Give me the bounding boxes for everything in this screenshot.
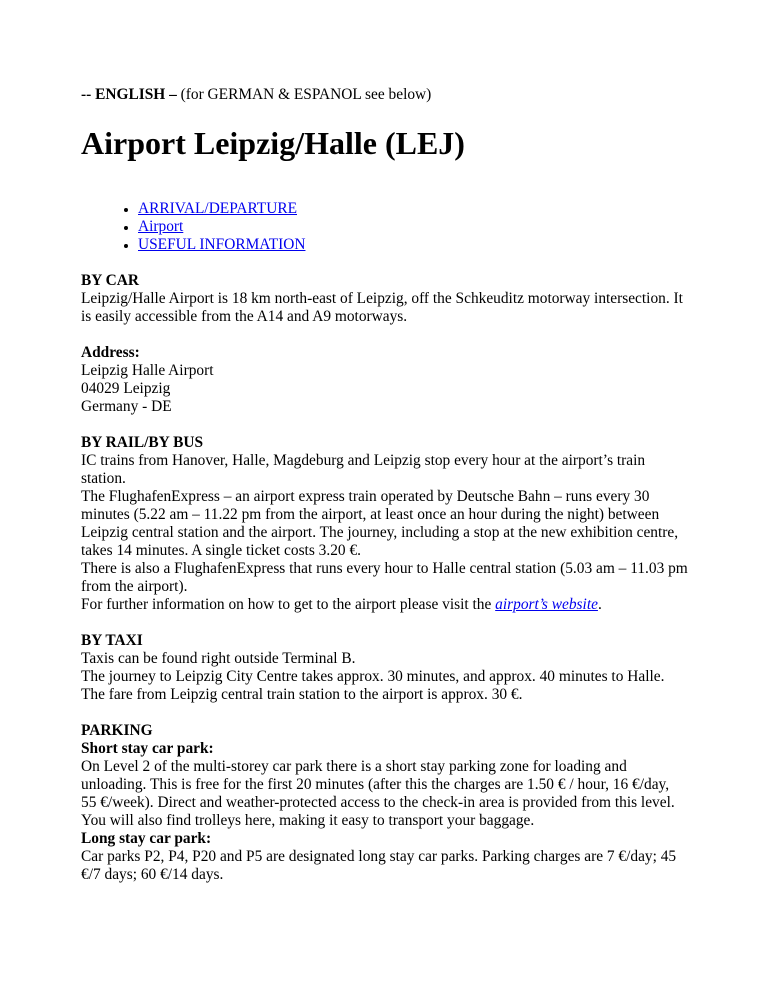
- address-line-3: Germany - DE: [81, 398, 172, 415]
- taxi-line-3: The fare from Leipzig central train station to the airport is approx. 30 €.: [81, 686, 523, 703]
- rail-paragraph-3-end: .: [597, 596, 602, 613]
- address-heading: Address:: [81, 344, 140, 361]
- page-title: Airport Leipzig/Halle (LEJ): [81, 125, 465, 161]
- rail-heading: BY RAIL/BY BUS: [81, 434, 204, 451]
- section-parking: [81, 722, 688, 884]
- language-note-text: (for GERMAN & ESPANOL see below): [176, 86, 432, 103]
- address-line-1: Leipzig Halle Airport: [81, 362, 214, 379]
- rail-paragraph-2b: There is also a FlughafenExpress that runs every hour to Halle central station (5.03 am – 11.03 pm from the airport).: [81, 560, 688, 595]
- nav-link-airport[interactable]: Airport: [138, 218, 184, 235]
- nav-link-useful-information[interactable]: USEFUL INFORMATION: [138, 236, 306, 253]
- long-stay-text: Car parks P2, P4, P20 and P5 are designated long stay car parks. Parking charges are 7 €/day; 45 €/7 days; 60 €/14 days.: [81, 848, 677, 883]
- rail-paragraph-2a: The FlughafenExpress – an airport express train operated by Deutsche Bahn – runs every 30 minutes (5.22 am – 11.22 pm from the airport, at least once an hour during the night) between Leipzig central station and the airport. The journey, including a stop at the new exhibition centre, takes 14 minutes. A single ticket costs 3.20 €.: [81, 488, 679, 559]
- long-stay-heading: Long stay car park:: [81, 830, 212, 847]
- nav-link-arrival-departure[interactable]: ARRIVAL/DEPARTURE: [138, 200, 297, 217]
- language-note: [81, 86, 688, 104]
- taxi-heading: BY TAXI: [81, 632, 143, 649]
- rail-paragraph-1: IC trains from Hanover, Halle, Magdeburg and Leipzig stop every hour at the airport’s train station.: [81, 452, 646, 487]
- short-stay-text: On Level 2 of the multi-storey car park there is a short stay parking zone for loading and unloading. This is free for the first 20 minutes (after this the charges are 1.50 € / hour, 16 €/day, 55 €/week). Direct and weather-protected access to the check-in area is provided from this level. You will also find trolleys here, making it easy to transport your baggage.: [81, 758, 675, 829]
- by-car-heading: BY CAR: [81, 272, 140, 289]
- section-address: [81, 344, 688, 416]
- section-by-taxi: [81, 632, 688, 704]
- taxi-line-1: Taxis can be found right outside Terminal B.: [81, 650, 356, 667]
- section-rail-bus: [81, 434, 688, 614]
- section-nav: [81, 200, 688, 254]
- parking-heading: PARKING: [81, 722, 153, 739]
- by-car-text: Leipzig/Halle Airport is 18 km north-east of Leipzig, off the Schkeuditz motorway intersection. It is easily accessible from the A14 and A9 motorways.: [81, 290, 683, 325]
- taxi-line-2: The journey to Leipzig City Centre takes approx. 30 minutes, and approx. 40 minutes to Halle.: [81, 668, 665, 685]
- nav-item: [138, 236, 688, 254]
- airport-website-link[interactable]: airport’s website: [495, 596, 598, 613]
- rail-paragraph-3-text: For further information on how to get to the airport please visit the: [81, 596, 496, 613]
- language-label: -- ENGLISH –: [81, 86, 177, 103]
- section-by-car: [81, 272, 688, 326]
- nav-item: [138, 218, 688, 236]
- short-stay-heading: Short stay car park:: [81, 740, 214, 757]
- nav-item: [138, 200, 688, 218]
- address-line-2: 04029 Leipzig: [81, 380, 171, 397]
